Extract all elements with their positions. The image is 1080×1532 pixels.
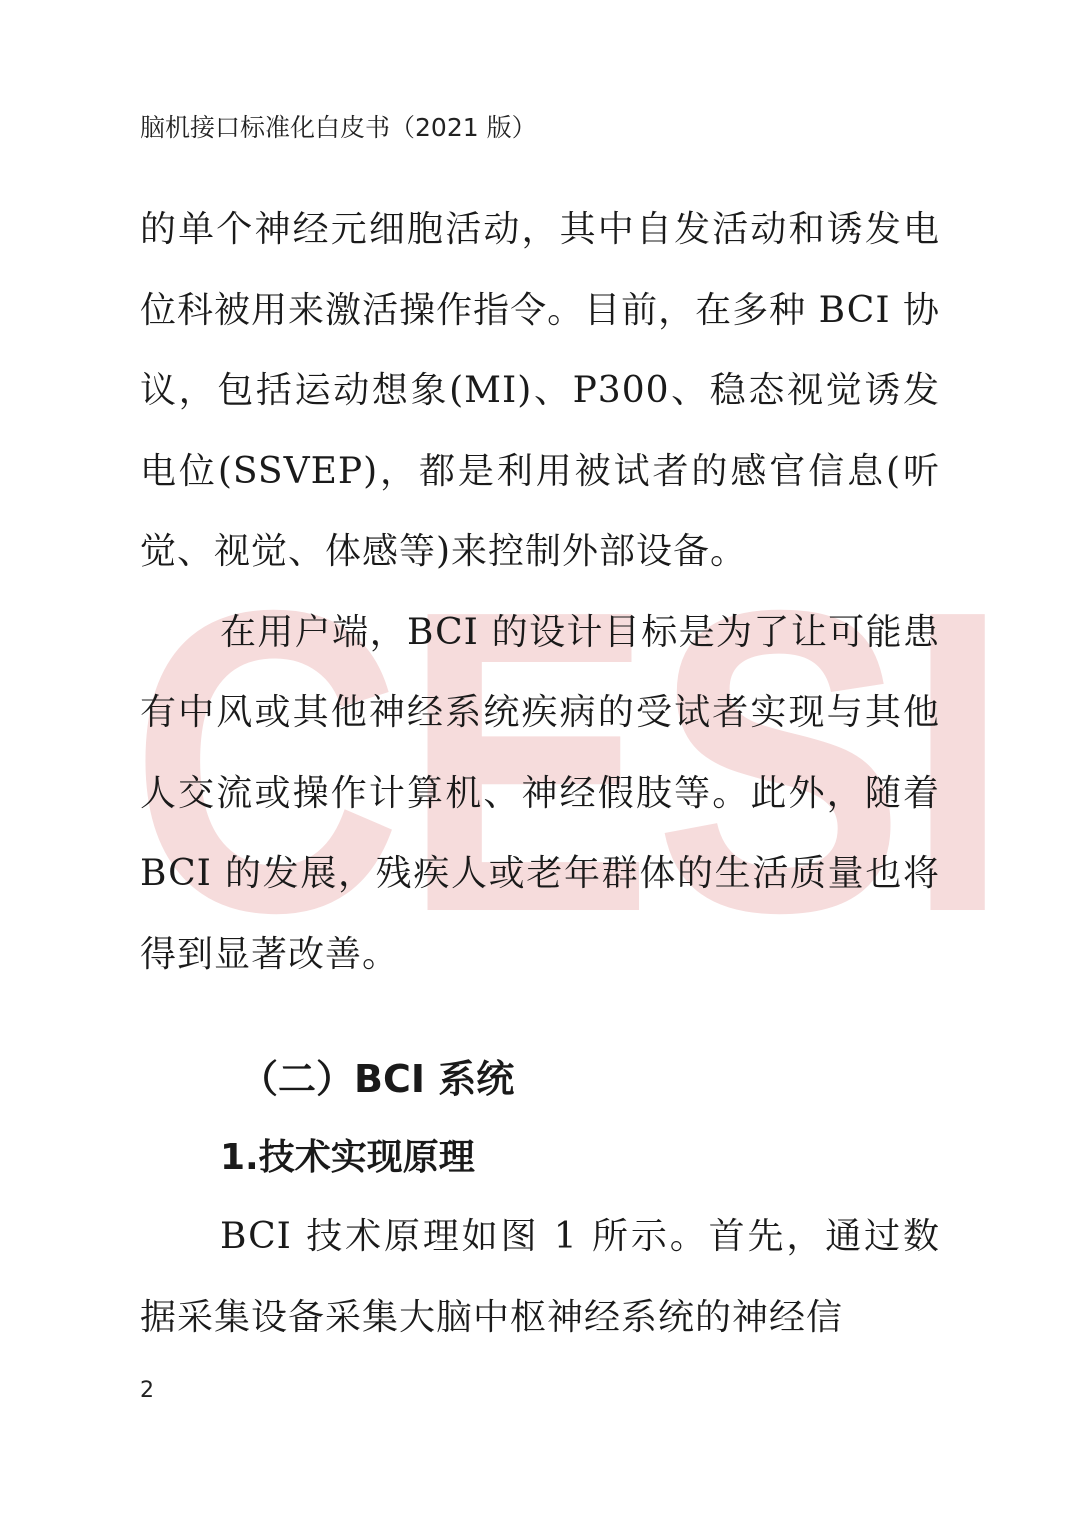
svg-text:CESI: CESI <box>130 580 1010 940</box>
body-paragraph-principle: BCI 技术原理如图 1 所示。首先，通过数据采集设备采集大脑中枢神经系统的神经信 <box>140 1216 940 1338</box>
document-header-title: 脑机接口标准化白皮书（2021 版） <box>140 113 537 142</box>
body-paragraph-continued: 的单个神经元细胞活动，其中自发活动和诱发电位科被用来激活操作指令。目前，在多种 BCI 协议，包括运动想象(MI)、P300、稳态视觉诱发电位(SSVEP)，都是利用被试者的感官信息(听觉、视觉、体感等)来控制外部设备。 <box>140 209 940 572</box>
document-body <box>140 190 940 1358</box>
section-heading-bci-system: （二）BCI 系统 <box>240 1057 515 1101</box>
subsection-heading-principle: 1.技术实现原理 <box>220 1137 475 1178</box>
body-paragraph-user-side: 在用户端，BCI 的设计目标是为了让可能患有中风或其他神经系统疾病的受试者实现与其他人交流或操作计算机、神经假肢等。此外，随着 BCI 的发展，残疾人或老年群体的生活质量也将得到显著改善。 <box>140 611 940 975</box>
page-number: 2 <box>140 1378 154 1403</box>
